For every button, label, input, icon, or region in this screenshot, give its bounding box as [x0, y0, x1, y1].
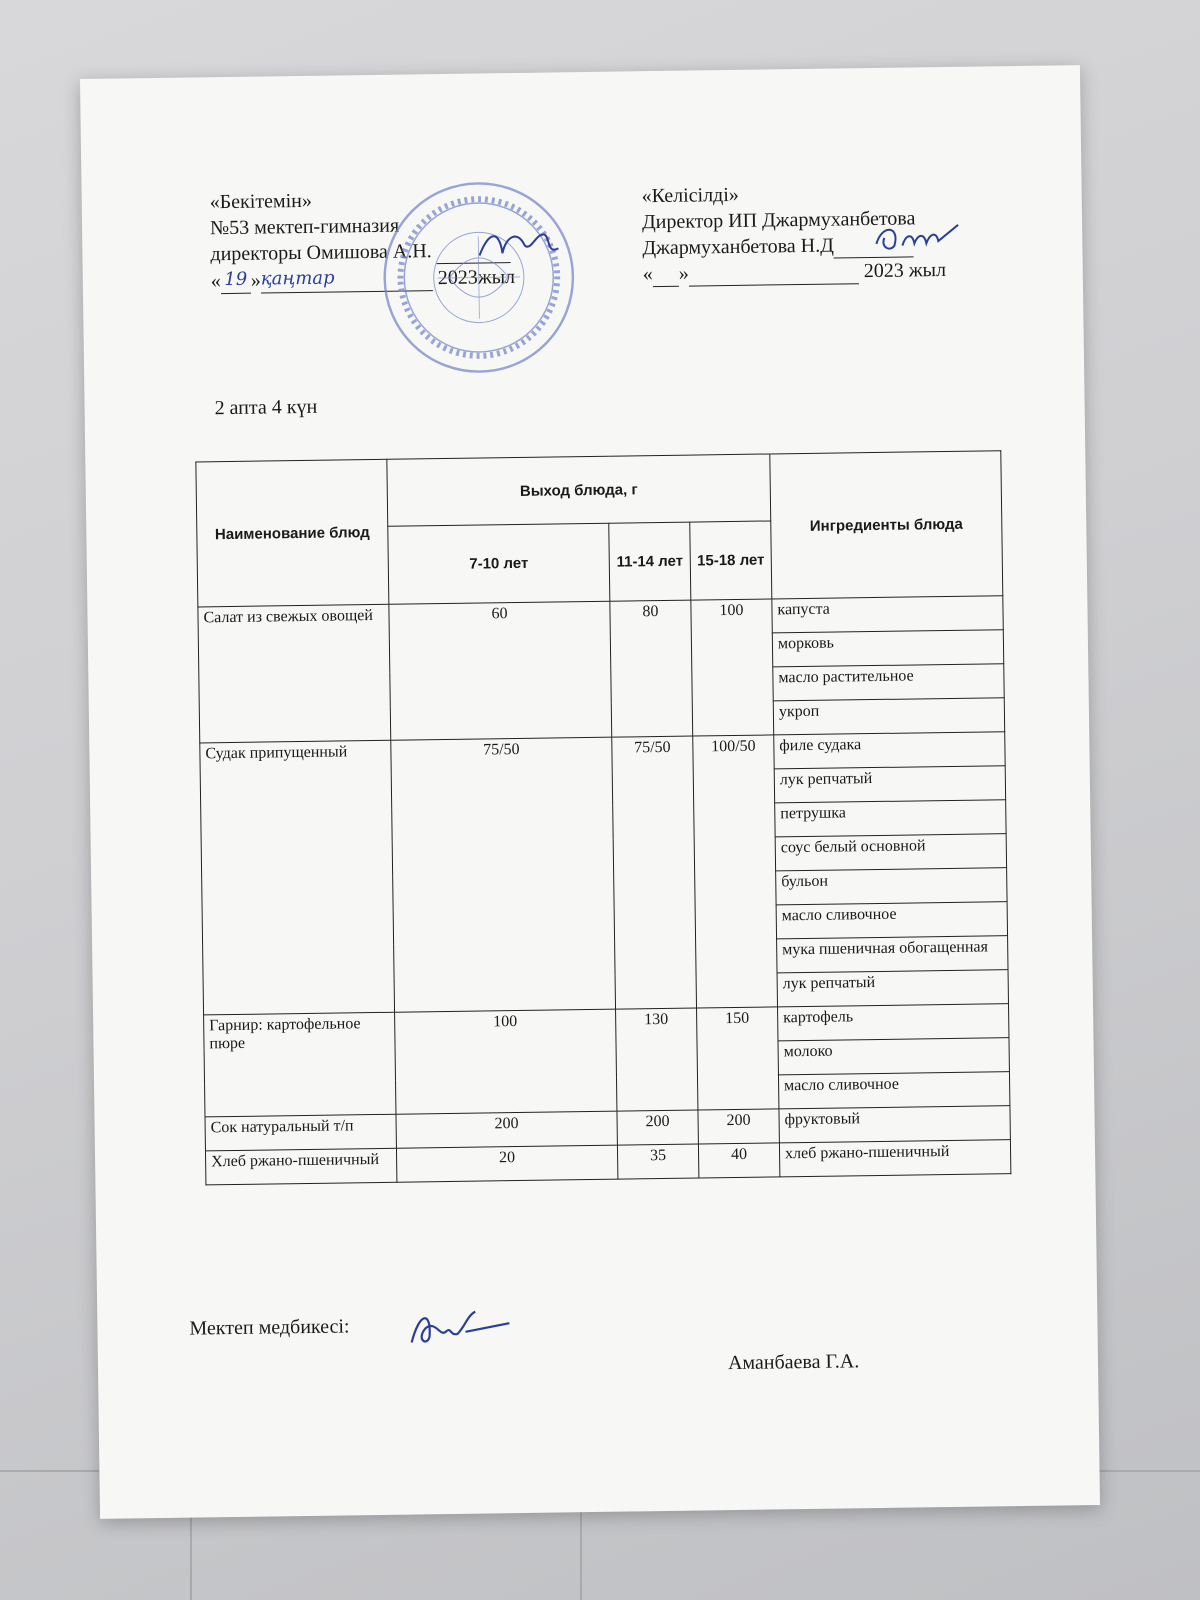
menu-document — [80, 65, 1100, 1519]
dish-name: Гарнир: картофельное пюре — [204, 1012, 396, 1117]
ingredient: масло растительное — [773, 664, 1004, 701]
yield-11-14: 130 — [616, 1008, 698, 1111]
ingredient: масло сливочное — [778, 1072, 1009, 1109]
yield-7-10: 20 — [396, 1145, 617, 1182]
yield-11-14: 75/50 — [612, 736, 697, 1009]
yield-11-14: 80 — [610, 600, 693, 737]
ingredient: лук репчатый — [777, 970, 1008, 1007]
ingredient: бульон — [776, 868, 1007, 905]
approval-month: қаңтар — [261, 264, 433, 293]
dish-name: Сок натуральный т/п — [205, 1114, 396, 1151]
ingredient: филе судака — [774, 732, 1005, 769]
ingredient: морковь — [772, 630, 1003, 667]
ingredient: укроп — [773, 698, 1004, 735]
ip-name-line: Джармуханбетова Н.Д — [642, 231, 946, 261]
ingredient: лук репчатый — [774, 766, 1005, 803]
round-seal-stamp — [379, 178, 578, 377]
yield-15-18: 100/50 — [693, 735, 778, 1008]
ingredient: молоко — [778, 1038, 1009, 1075]
ingredient: хлеб ржано-пшеничный — [779, 1140, 1010, 1177]
ingredient: капуста — [772, 596, 1003, 633]
agreement-date: « » 2023 жыл — [642, 258, 947, 286]
header-age-11-14: 11-14 лет — [609, 522, 691, 601]
yield-15-18: 150 — [697, 1007, 779, 1110]
dish-name: Хлеб ржано-пшеничный — [205, 1148, 396, 1185]
yield-7-10: 200 — [396, 1111, 617, 1148]
yield-15-18: 100 — [691, 599, 774, 736]
header-age-15-18: 15-18 лет — [690, 521, 772, 600]
nurse-label: Мектеп медбикесі: — [189, 1315, 350, 1340]
header-yield: Выход блюда, г — [387, 454, 771, 526]
week-day-label: 2 апта 4 күн — [214, 395, 318, 420]
menu-table — [195, 450, 1011, 1185]
yield-7-10: 75/50 — [391, 737, 616, 1012]
approval-title: «Бекітемін» — [209, 189, 313, 214]
yield-15-18: 40 — [698, 1143, 779, 1178]
header-dish-name: Наименование блюд — [196, 459, 389, 607]
ingredient: петрушка — [775, 800, 1006, 837]
yield-11-14: 200 — [617, 1110, 698, 1145]
ingredient: соус белый основной — [775, 834, 1006, 871]
yield-11-14: 35 — [617, 1144, 698, 1179]
yield-15-18: 200 — [698, 1109, 779, 1144]
dish-name: Судак припущенный — [200, 740, 395, 1015]
floor-seam — [580, 1500, 582, 1600]
nurse-name: Аманбаева Г.А. — [727, 1350, 860, 1375]
ingredient: мука пшеничная обогащенная — [777, 936, 1008, 973]
yield-7-10: 100 — [395, 1009, 617, 1114]
approval-day: 19 — [221, 267, 251, 294]
header-ingredients: Ингредиенты блюда — [770, 451, 1003, 599]
school-name: №53 мектеп-гимназия — [209, 214, 400, 240]
agreement-title: «Келісілді» — [641, 183, 739, 208]
ingredient: картофель — [778, 1004, 1009, 1041]
director-line: директоры Омишова А.Н. — [210, 237, 515, 267]
ingredient: фруктовый — [779, 1106, 1010, 1143]
dish-name: Салат из свежых овощей — [198, 604, 391, 743]
approval-date: « 19 »қаңтар 2023жыл — [210, 265, 516, 293]
nurse-signature — [405, 1305, 516, 1351]
ip-director: Директор ИП Джармуханбетова — [641, 207, 916, 234]
ip-signature — [872, 219, 962, 256]
yield-7-10: 60 — [389, 601, 612, 740]
header-age-7-10: 7-10 лет — [388, 523, 610, 604]
ingredient: масло сливочное — [776, 902, 1007, 939]
director-signature — [474, 224, 565, 265]
